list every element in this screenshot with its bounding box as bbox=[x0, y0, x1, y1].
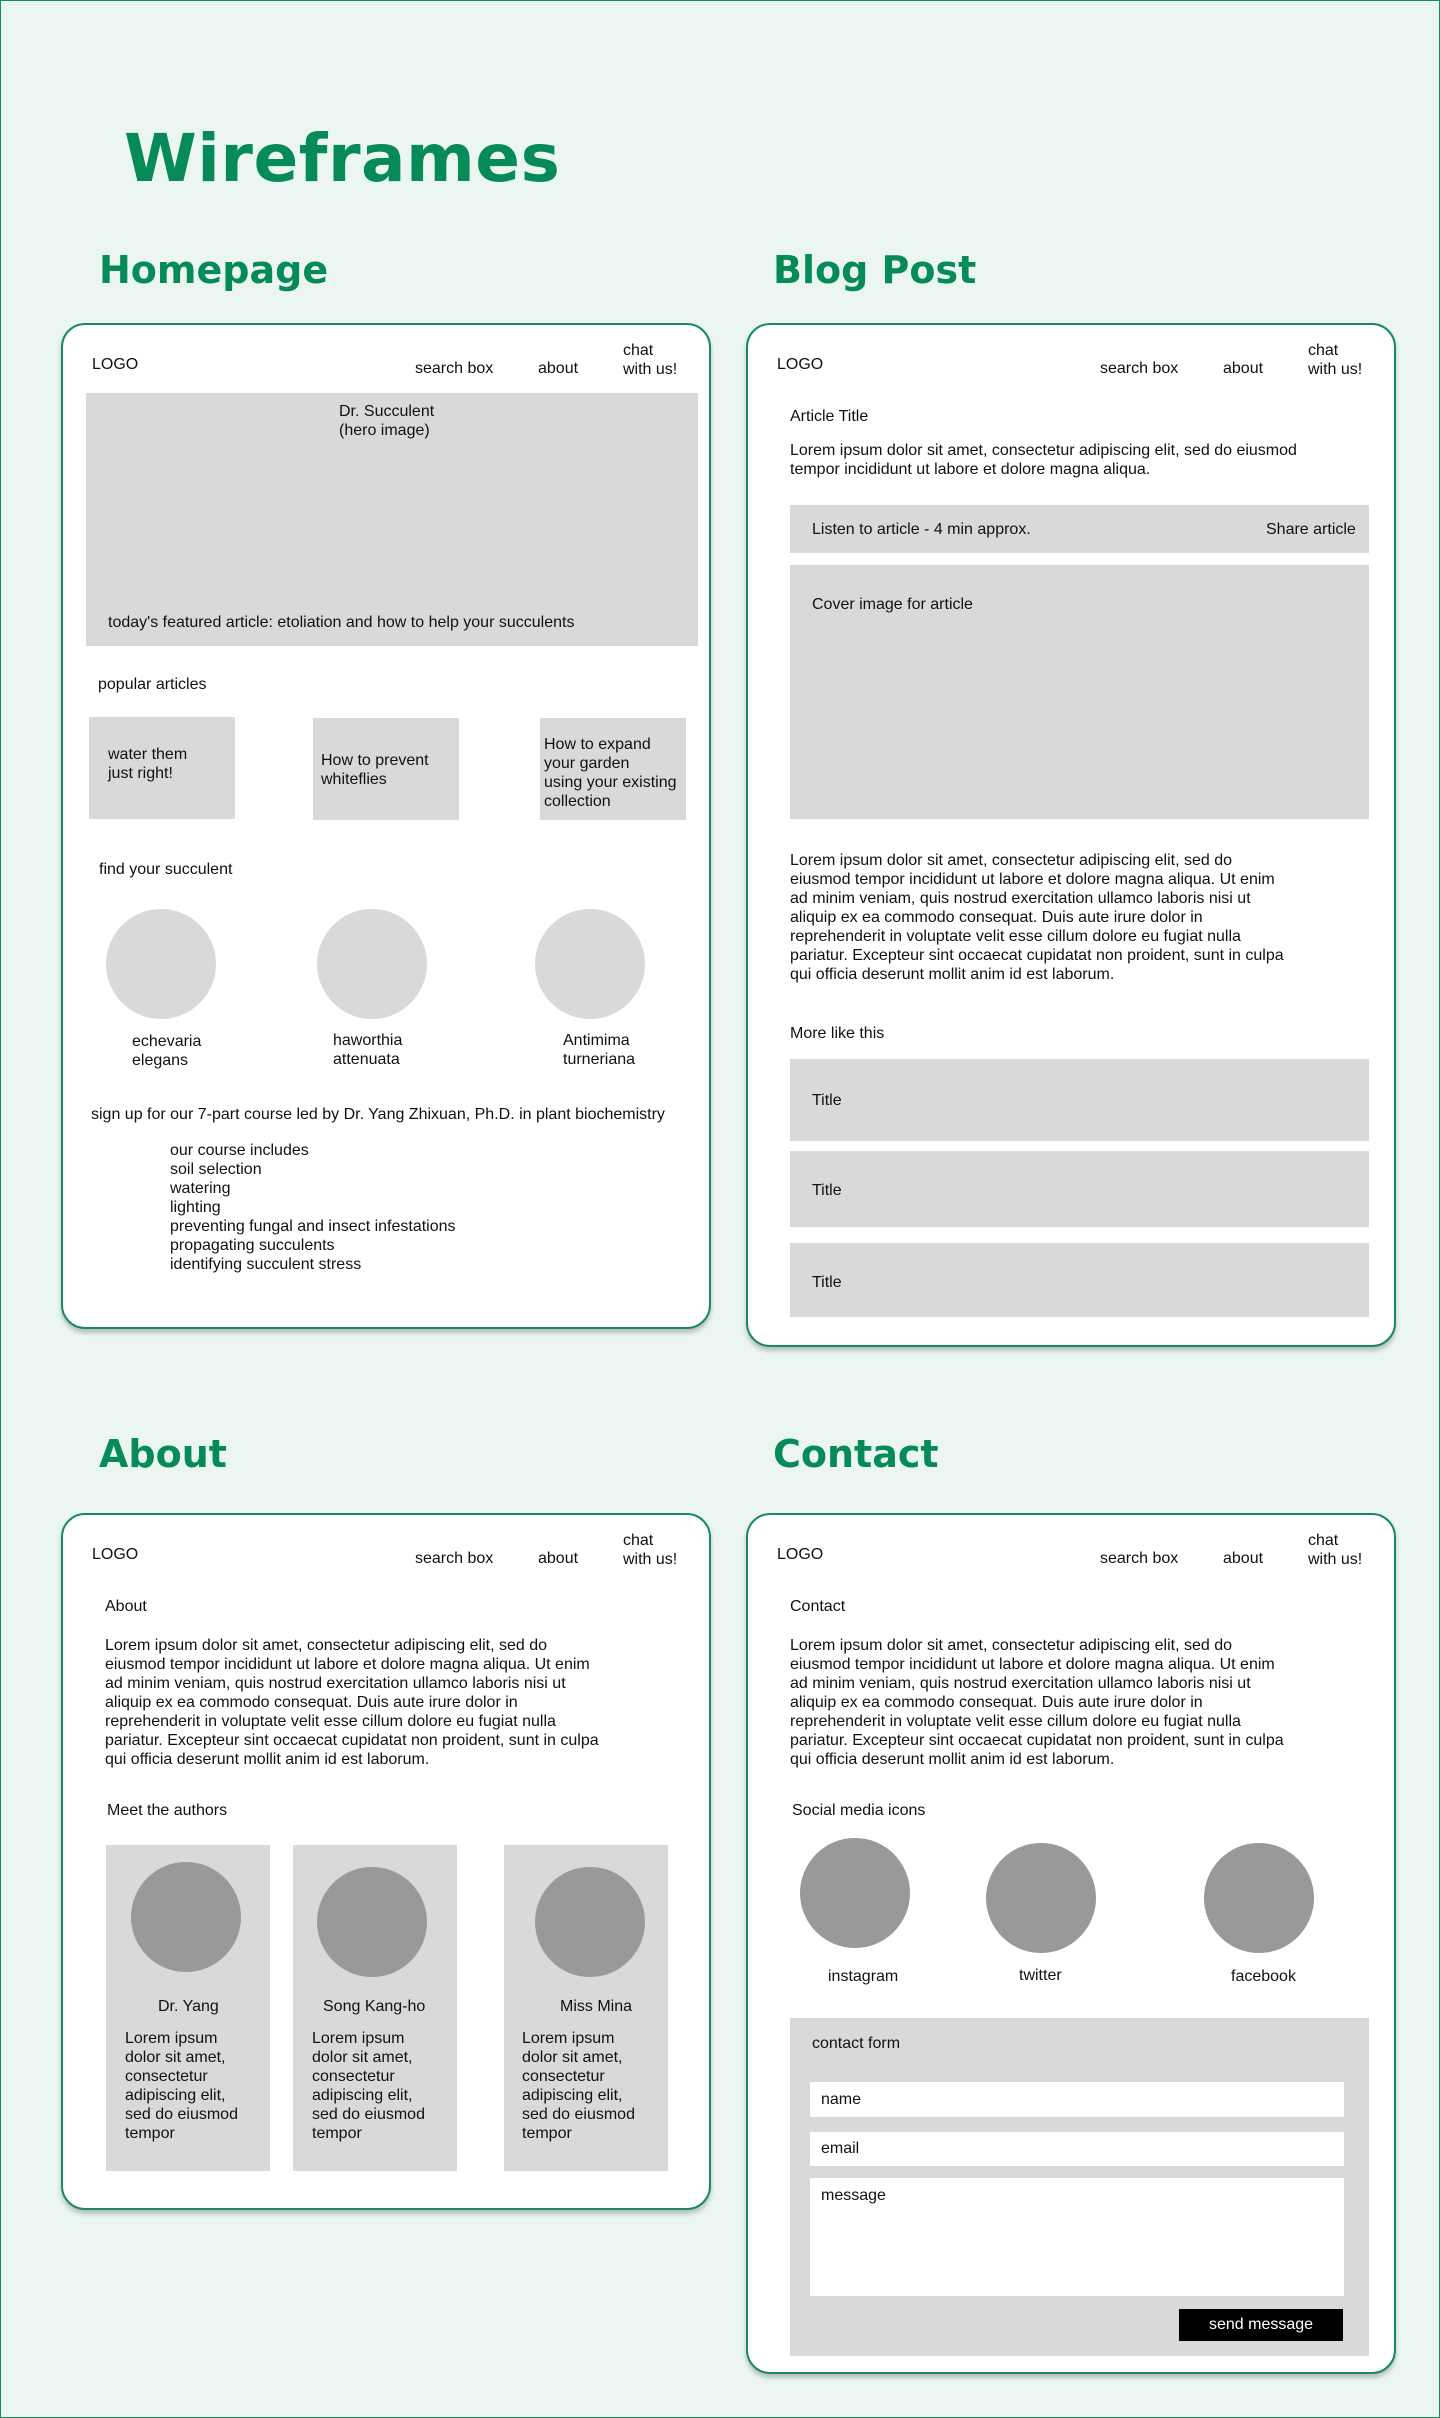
send-message-button[interactable]: send message bbox=[1179, 2309, 1343, 2341]
find-succulent-heading: find your succulent bbox=[99, 861, 233, 878]
logo[interactable]: LOGO bbox=[92, 1546, 139, 1563]
listen-to-article-button[interactable]: Listen to article - 4 min approx. bbox=[812, 521, 1031, 538]
related-article-card[interactable] bbox=[790, 1059, 1369, 1141]
cover-image-label: Cover image for article bbox=[812, 596, 973, 613]
article-title: Article Title bbox=[790, 408, 869, 425]
name-field[interactable] bbox=[810, 2082, 1344, 2117]
contact-body: Lorem ipsum dolor sit amet, consectetur adipiscing elit, sed do eiusmod tempor incididunt ut labore et dolore magna aliqua. Ut enim ad minim veniam, quis nostrud exercitation ullamco laboris nisi ut aliquip ex ea commodo consequat. Duis aute irure dolor in reprehenderit in voluptate velit esse cillum dolore eu fugiat nulla pariatur. Excepteur sint occaecat cupidatat non proident, sunt in culpa qui officia deserunt mollit anim id est laborum. bbox=[790, 1637, 1284, 1768]
author-avatar bbox=[131, 1862, 241, 1972]
contact-heading: Contact bbox=[790, 1598, 846, 1615]
share-article-button[interactable]: Share article bbox=[1266, 521, 1356, 538]
author-name: Dr. Yang bbox=[158, 1998, 219, 2015]
nav-about-link[interactable]: about bbox=[1223, 1550, 1264, 1567]
nav-search-box[interactable]: search box bbox=[1100, 1550, 1179, 1567]
contact-section-title: Contact bbox=[773, 1432, 939, 1476]
related-article-title: Title bbox=[812, 1274, 842, 1291]
author-bio: Lorem ipsum dolor sit amet, consectetur adipiscing elit, sed do eiusmod tempor bbox=[522, 2030, 635, 2142]
nav-chat-link[interactable]: chat with us! bbox=[623, 342, 678, 378]
name-field-placeholder: name bbox=[821, 2091, 862, 2108]
instagram-icon[interactable] bbox=[800, 1838, 910, 1948]
about-frame bbox=[61, 1513, 711, 2210]
succulent-name: Antimima turneriana bbox=[563, 1032, 636, 1068]
facebook-icon[interactable] bbox=[1204, 1843, 1314, 1953]
logo[interactable]: LOGO bbox=[777, 1546, 824, 1563]
popular-article-title: water them just right! bbox=[108, 746, 188, 782]
contact-frame bbox=[746, 1513, 1396, 2374]
popular-article-title: How to prevent whiteflies bbox=[321, 752, 429, 788]
nav-chat-link[interactable]: chat with us! bbox=[623, 1532, 678, 1568]
article-intro: Lorem ipsum dolor sit amet, consectetur adipiscing elit, sed do eiusmod tempor incididunt ut labore et dolore magna aliqua. bbox=[790, 442, 1297, 478]
homepage-section-title: Homepage bbox=[99, 248, 329, 292]
message-field-placeholder: message bbox=[821, 2187, 886, 2204]
homepage-frame bbox=[61, 323, 711, 1329]
related-article-title: Title bbox=[812, 1182, 842, 1199]
nav-search-box[interactable]: search box bbox=[415, 360, 494, 377]
twitter-label[interactable]: twitter bbox=[1019, 1967, 1062, 1984]
instagram-label[interactable]: instagram bbox=[828, 1968, 899, 1985]
contact-form-heading: contact form bbox=[812, 2035, 901, 2052]
logo[interactable]: LOGO bbox=[92, 356, 139, 373]
blog-frame bbox=[746, 323, 1396, 1347]
popular-article-title: How to expand your garden using your existing collection bbox=[544, 736, 677, 810]
succulent-name: haworthia attenuata bbox=[333, 1032, 403, 1068]
nav-chat-link[interactable]: chat with us! bbox=[1308, 1532, 1363, 1568]
succulent-image[interactable] bbox=[535, 909, 645, 1019]
message-field[interactable] bbox=[810, 2178, 1344, 2296]
author-bio: Lorem ipsum dolor sit amet, consectetur adipiscing elit, sed do eiusmod tempor bbox=[312, 2030, 425, 2142]
succulent-name: echevaria elegans bbox=[132, 1033, 202, 1069]
related-article-card[interactable] bbox=[790, 1151, 1369, 1227]
about-section-title: About bbox=[99, 1432, 227, 1476]
author-name: Miss Mina bbox=[560, 1998, 633, 2015]
facebook-label[interactable]: facebook bbox=[1231, 1968, 1296, 1985]
nav-about-link[interactable]: about bbox=[538, 360, 579, 377]
featured-article-link[interactable]: today's featured article: etoliation and how to help your succulents bbox=[108, 614, 575, 631]
about-heading: About bbox=[105, 1598, 147, 1615]
twitter-icon[interactable] bbox=[986, 1843, 1096, 1953]
nav-about-link[interactable]: about bbox=[538, 1550, 579, 1567]
author-bio: Lorem ipsum dolor sit amet, consectetur adipiscing elit, sed do eiusmod tempor bbox=[125, 2030, 238, 2142]
more-like-this-heading: More like this bbox=[790, 1025, 885, 1042]
about-body: Lorem ipsum dolor sit amet, consectetur adipiscing elit, sed do eiusmod tempor incididunt ut labore et dolore magna aliqua. Ut enim ad minim veniam, quis nostrud exercitation ullamco laboris nisi ut aliquip ex ea commodo consequat. Duis aute irure dolor in reprehenderit in voluptate velit esse cillum dolore eu fugiat nulla pariatur. Excepteur sint occaecat cupidatat non proident, sunt in culpa qui officia deserunt mollit anim id est laborum. bbox=[105, 1637, 599, 1768]
meet-authors-heading: Meet the authors bbox=[107, 1802, 228, 1819]
course-list: our course includes soil selection watering lighting preventing fungal and insect infestations propagating succulents identifying succulent stress bbox=[170, 1142, 456, 1273]
nav-search-box[interactable]: search box bbox=[1100, 360, 1179, 377]
nav-search-box[interactable]: search box bbox=[415, 1550, 494, 1567]
succulent-image[interactable] bbox=[317, 909, 427, 1019]
author-avatar bbox=[535, 1867, 645, 1977]
article-body: Lorem ipsum dolor sit amet, consectetur adipiscing elit, sed do eiusmod tempor incididunt ut labore et dolore magna aliqua. Ut enim ad minim veniam, quis nostrud exercitation ullamco laboris nisi ut aliquip ex ea commodo consequat. Duis aute irure dolor in reprehenderit in voluptate velit esse cillum dolore eu fugiat nulla pariatur. Excepteur sint occaecat cupidatat non proident, sunt in culpa qui officia deserunt mollit anim id est laborum. bbox=[790, 852, 1284, 983]
email-field[interactable] bbox=[810, 2132, 1344, 2166]
course-signup-link[interactable]: sign up for our 7-part course led by Dr. Yang Zhixuan, Ph.D. in plant biochemistry bbox=[91, 1106, 665, 1123]
blog-section-title: Blog Post bbox=[773, 248, 977, 292]
hero-label: Dr. Succulent (hero image) bbox=[339, 403, 435, 439]
author-avatar bbox=[317, 1867, 427, 1977]
succulent-image[interactable] bbox=[106, 909, 216, 1019]
related-article-title: Title bbox=[812, 1092, 842, 1109]
social-media-heading: Social media icons bbox=[792, 1802, 926, 1819]
nav-chat-link[interactable]: chat with us! bbox=[1308, 342, 1363, 378]
logo[interactable]: LOGO bbox=[777, 356, 824, 373]
page-title: Wireframes bbox=[124, 120, 561, 197]
author-name: Song Kang-ho bbox=[323, 1998, 426, 2015]
nav-about-link[interactable]: about bbox=[1223, 360, 1264, 377]
email-field-placeholder: email bbox=[821, 2140, 860, 2157]
related-article-card[interactable] bbox=[790, 1243, 1369, 1317]
popular-articles-heading: popular articles bbox=[98, 676, 207, 693]
